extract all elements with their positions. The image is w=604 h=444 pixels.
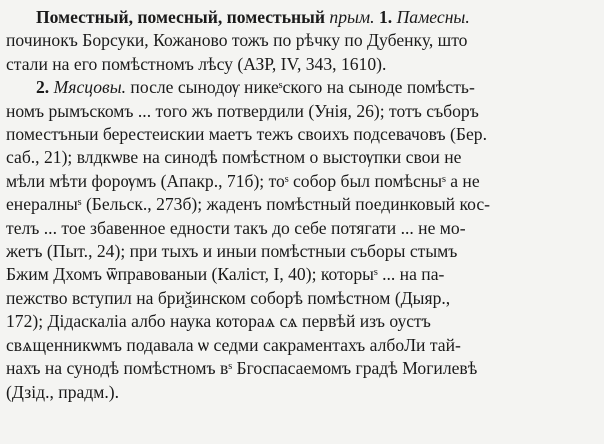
text-line: починокъ Борсуки, Кожаново тожъ по рѣчку по Дубенку, што: [6, 30, 468, 51]
text-line: телъ ... тое збавенное едности такъ до себе потягати ... не мо-: [6, 217, 466, 238]
text-line: енералныˢ (Бельск., 273б); жаденъ помѣстный поединковый кос-: [6, 194, 491, 215]
sense-2-first-line: [6, 76, 600, 99]
text-line: (Дзід., прадм.).: [6, 381, 120, 402]
headword: Поместный, помесный, поместьный: [36, 7, 326, 27]
text-line: свѧщенникѡмъ подавала ѡ седми сакраментахъ албоЛи тай-: [6, 334, 461, 355]
sense-2-gloss: Мясцовы.: [53, 77, 127, 98]
text-line: мѣли мѣти форѹмъ (Апакр., 71б); тоˢ собор был помѣсныˢ а не: [6, 170, 480, 191]
text-line: 172); Дідаскаліа албо наука котораѧ сѧ первѣй изъ оустъ: [6, 311, 431, 332]
text-line: Бжим Дхомъ ѿправованыи (Каліст, I, 40); которыˢ ... на па-: [6, 264, 445, 285]
text-line: саб., 21); влдкѡве на синодѣ помѣстном о выстѹпки свои не: [6, 147, 462, 168]
text-line: пежство вступил на бриѯинском соборѣ помѣстном (Дыяр.,: [6, 287, 451, 308]
text-line: номъ рымъскомъ ... того жъ потвердили (Унія, 26); тотъ съборъ: [6, 100, 479, 121]
text-line: нахъ на сунодѣ помѣстномъ вˢ Бгоспасаемомъ градѣ Могилевѣ: [6, 358, 478, 379]
text-line: поместъныи берестеискии маетъ тежъ своихъ подсевачовъ (Бер.: [6, 124, 487, 145]
entry-first-line: [6, 6, 600, 29]
text-fragment: после сынодѹ никеˢского на сыноде помѣсть-: [130, 77, 475, 98]
sense-1-number: 1.: [378, 7, 393, 27]
dictionary-entry: [6, 6, 600, 404]
sense-2-number: 2.: [36, 77, 50, 98]
text-line: стали на его помѣстномъ лѣсу (АЗР, IV, 343, 1610).: [6, 53, 387, 74]
sense-1-gloss: Памесны.: [396, 7, 470, 27]
text-line: жетъ (Пыт., 24); при тыхъ и иныи помѣстныи съборы стымъ: [6, 241, 458, 262]
part-of-speech: прым.: [329, 7, 375, 27]
